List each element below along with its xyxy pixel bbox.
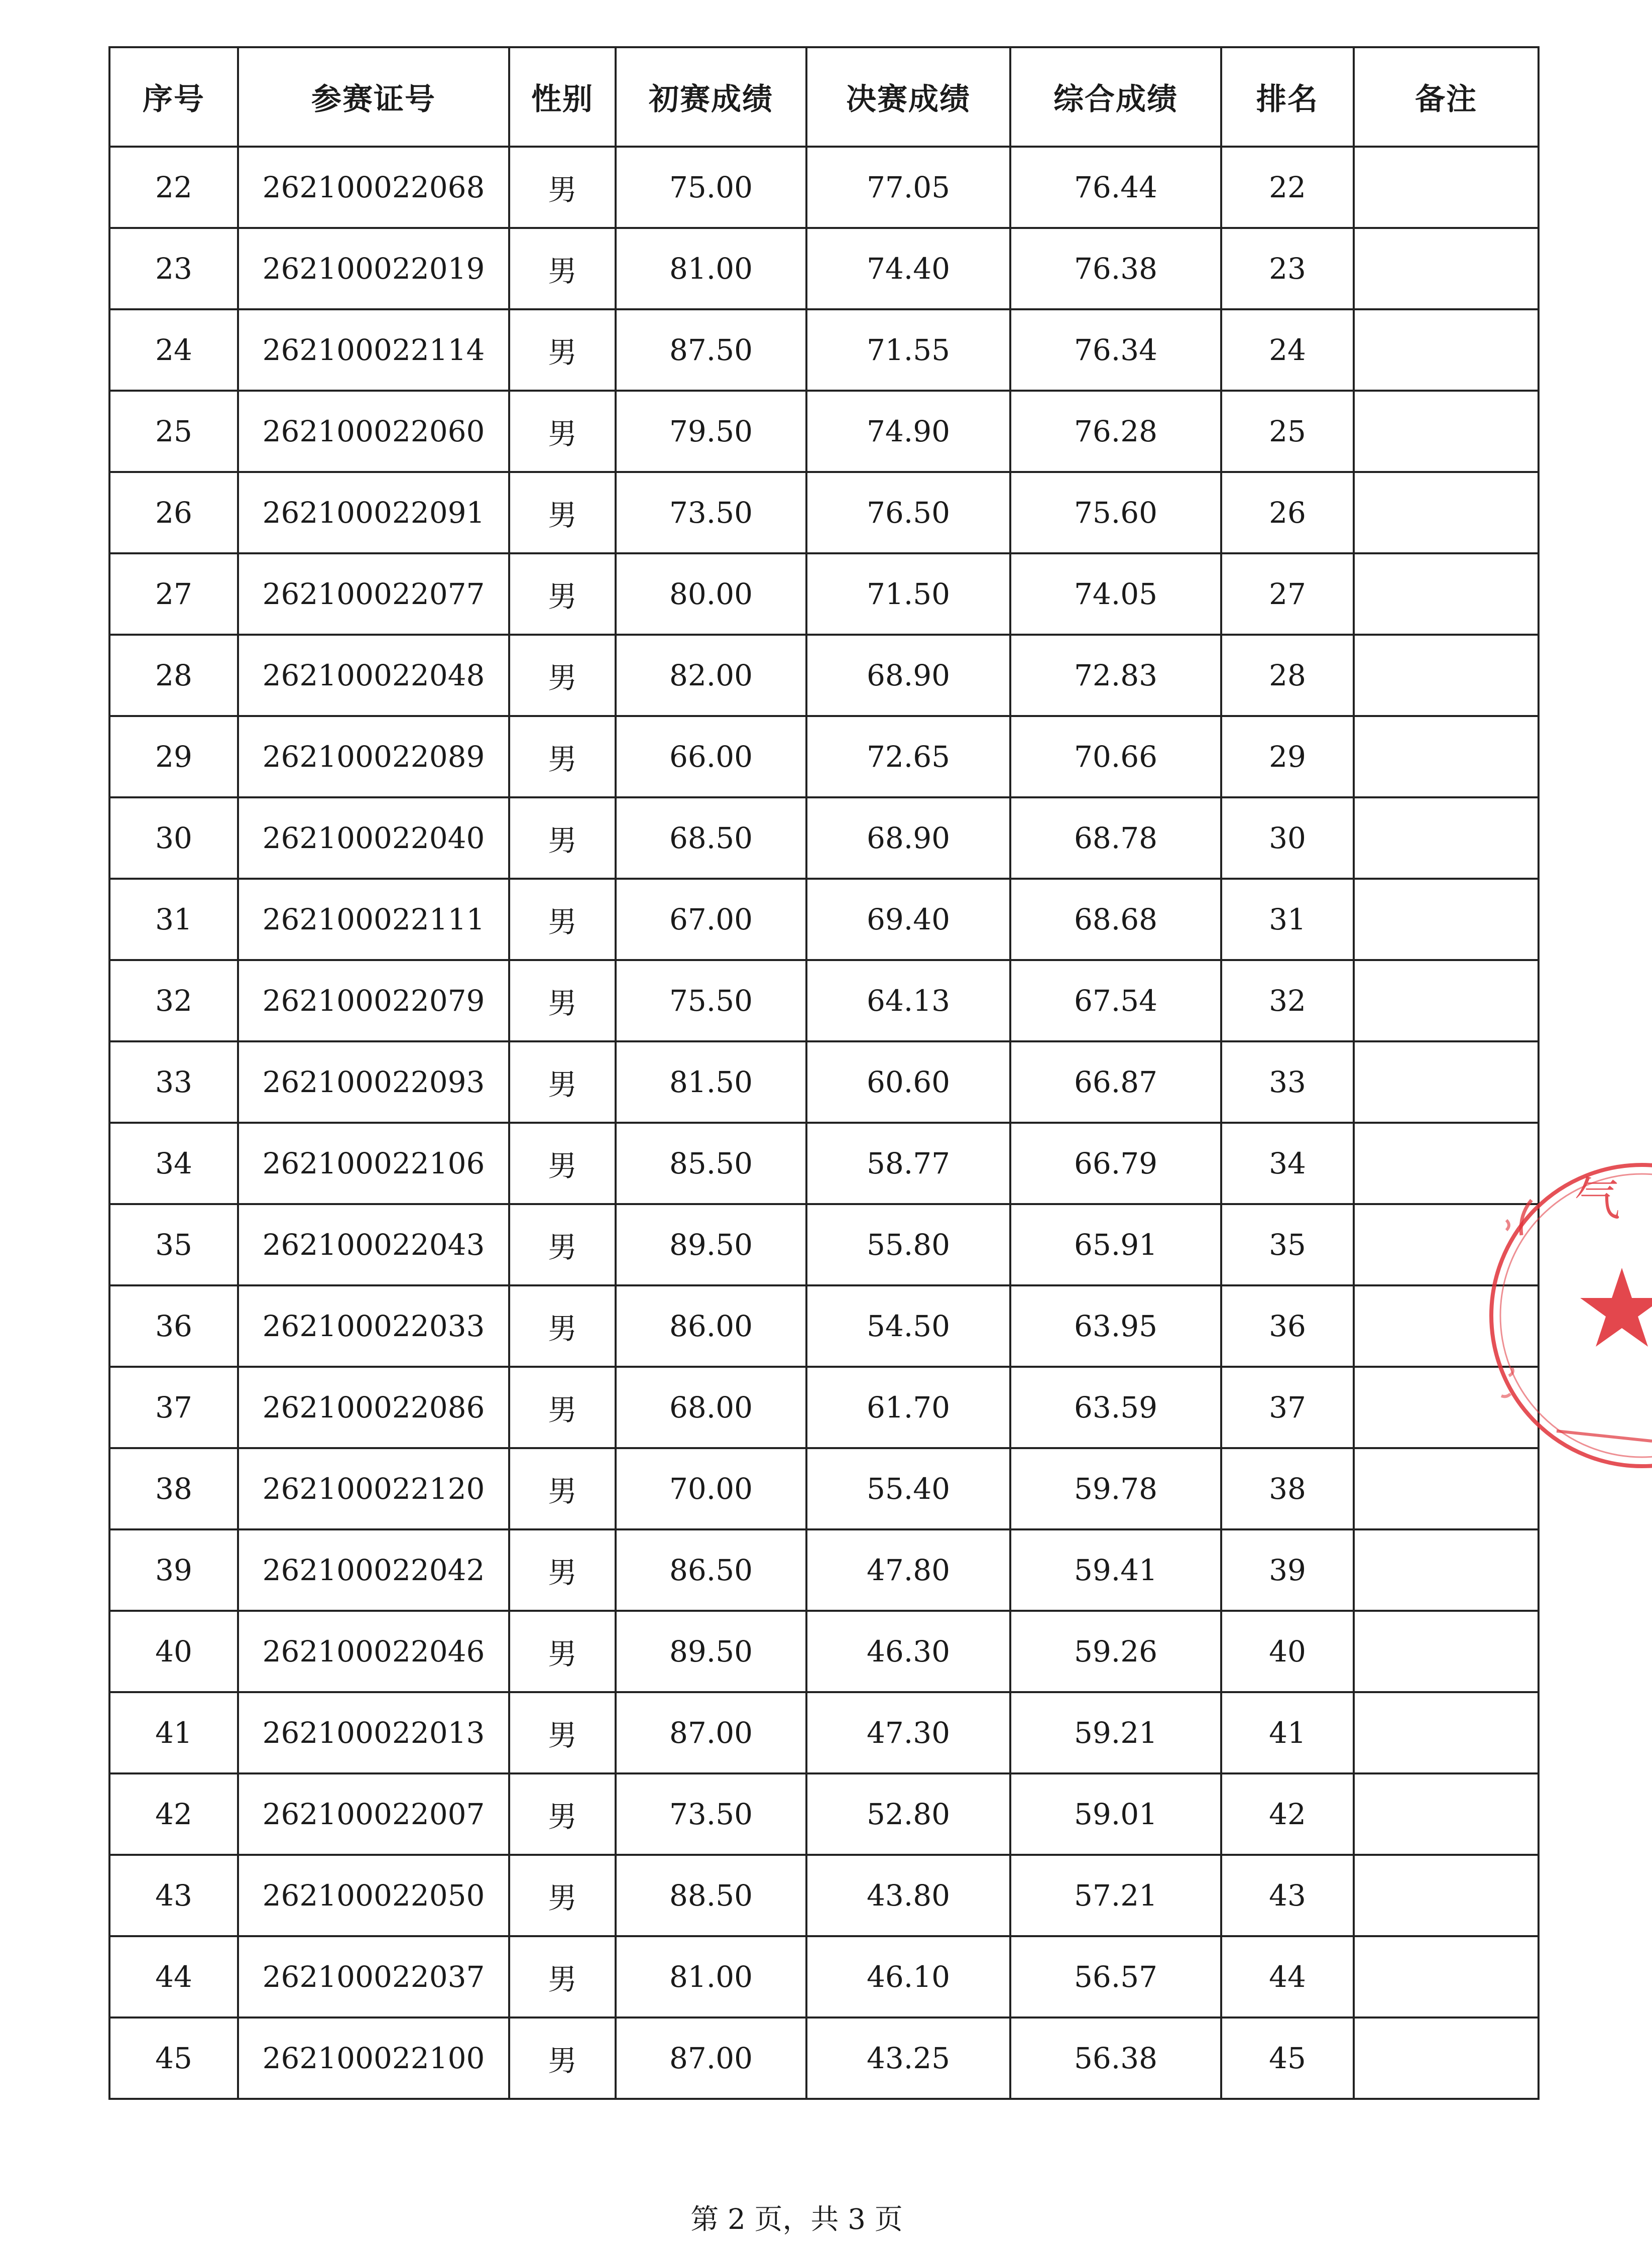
cell-rank: 39 <box>1221 1529 1354 1611</box>
cell-prelim-score: 86.00 <box>616 1285 806 1367</box>
cell-gender: 男 <box>509 716 616 797</box>
cell-remarks <box>1354 147 1539 228</box>
cell-total-score: 76.28 <box>1010 391 1221 472</box>
cell-seq: 42 <box>109 1773 238 1855</box>
cell-entry-number: 262100022106 <box>238 1123 509 1204</box>
cell-total-score: 76.44 <box>1010 147 1221 228</box>
cell-seq: 41 <box>109 1692 238 1773</box>
cell-gender: 男 <box>509 472 616 553</box>
cell-entry-number: 262100022042 <box>238 1529 509 1611</box>
cell-final-score: 74.90 <box>806 391 1010 472</box>
cell-seq: 25 <box>109 391 238 472</box>
cell-entry-number: 262100022100 <box>238 2017 509 2099</box>
cell-prelim-score: 67.00 <box>616 879 806 960</box>
cell-gender: 男 <box>509 1123 616 1204</box>
cell-prelim-score: 68.50 <box>616 797 806 879</box>
table-row <box>109 1855 1539 1936</box>
cell-final-score: 77.05 <box>806 147 1010 228</box>
table-body <box>109 147 1539 2099</box>
cell-seq: 24 <box>109 309 238 391</box>
cell-seq: 45 <box>109 2017 238 2099</box>
cell-seq: 35 <box>109 1204 238 1285</box>
cell-seq: 37 <box>109 1367 238 1448</box>
table-row <box>109 716 1539 797</box>
cell-total-score: 70.66 <box>1010 716 1221 797</box>
cell-rank: 32 <box>1221 960 1354 1041</box>
cell-final-score: 69.40 <box>806 879 1010 960</box>
cell-remarks <box>1354 1204 1539 1285</box>
cell-rank: 31 <box>1221 879 1354 960</box>
cell-gender: 男 <box>509 635 616 716</box>
cell-final-score: 43.25 <box>806 2017 1010 2099</box>
cell-remarks <box>1354 553 1539 635</box>
cell-seq: 43 <box>109 1855 238 1936</box>
cell-entry-number: 262100022068 <box>238 147 509 228</box>
cell-total-score: 59.26 <box>1010 1611 1221 1692</box>
table-row <box>109 797 1539 879</box>
cell-remarks <box>1354 1123 1539 1204</box>
cell-total-score: 63.59 <box>1010 1367 1221 1448</box>
cell-prelim-score: 68.00 <box>616 1367 806 1448</box>
table-row <box>109 960 1539 1041</box>
cell-total-score: 68.78 <box>1010 797 1221 879</box>
cell-prelim-score: 75.50 <box>616 960 806 1041</box>
cell-seq: 32 <box>109 960 238 1041</box>
cell-seq: 29 <box>109 716 238 797</box>
cell-total-score: 72.83 <box>1010 635 1221 716</box>
cell-remarks <box>1354 472 1539 553</box>
cell-prelim-score: 88.50 <box>616 1855 806 1936</box>
cell-seq: 39 <box>109 1529 238 1611</box>
cell-prelim-score: 81.00 <box>616 1936 806 2017</box>
cell-final-score: 46.10 <box>806 1936 1010 2017</box>
cell-total-score: 59.78 <box>1010 1448 1221 1529</box>
cell-final-score: 60.60 <box>806 1041 1010 1123</box>
cell-rank: 44 <box>1221 1936 1354 2017</box>
cell-seq: 34 <box>109 1123 238 1204</box>
cell-gender: 男 <box>509 1773 616 1855</box>
cell-total-score: 76.34 <box>1010 309 1221 391</box>
cell-rank: 36 <box>1221 1285 1354 1367</box>
cell-total-score: 65.91 <box>1010 1204 1221 1285</box>
cell-gender: 男 <box>509 1855 616 1936</box>
cell-rank: 42 <box>1221 1773 1354 1855</box>
cell-final-score: 46.30 <box>806 1611 1010 1692</box>
table-row <box>109 1285 1539 1367</box>
cell-remarks <box>1354 391 1539 472</box>
cell-total-score: 67.54 <box>1010 960 1221 1041</box>
cell-rank: 34 <box>1221 1123 1354 1204</box>
cell-final-score: 74.40 <box>806 228 1010 309</box>
cell-final-score: 71.50 <box>806 553 1010 635</box>
cell-gender: 男 <box>509 1367 616 1448</box>
cell-total-score: 66.87 <box>1010 1041 1221 1123</box>
cell-rank: 38 <box>1221 1448 1354 1529</box>
cell-total-score: 75.60 <box>1010 472 1221 553</box>
table-row <box>109 879 1539 960</box>
cell-final-score: 68.90 <box>806 797 1010 879</box>
cell-rank: 24 <box>1221 309 1354 391</box>
cell-prelim-score: 75.00 <box>616 147 806 228</box>
cell-total-score: 56.38 <box>1010 2017 1221 2099</box>
table-row <box>109 147 1539 228</box>
cell-final-score: 58.77 <box>806 1123 1010 1204</box>
cell-entry-number: 262100022077 <box>238 553 509 635</box>
cell-gender: 男 <box>509 228 616 309</box>
cell-gender: 男 <box>509 1204 616 1285</box>
cell-remarks <box>1354 1285 1539 1367</box>
cell-rank: 45 <box>1221 2017 1354 2099</box>
cell-prelim-score: 80.00 <box>616 553 806 635</box>
cell-prelim-score: 87.00 <box>616 1692 806 1773</box>
cell-entry-number: 262100022114 <box>238 309 509 391</box>
cell-gender: 男 <box>509 1529 616 1611</box>
cell-rank: 33 <box>1221 1041 1354 1123</box>
cell-gender: 男 <box>509 797 616 879</box>
table-row <box>109 472 1539 553</box>
cell-entry-number: 262100022079 <box>238 960 509 1041</box>
table-row <box>109 1611 1539 1692</box>
cell-total-score: 59.21 <box>1010 1692 1221 1773</box>
cell-total-score: 56.57 <box>1010 1936 1221 2017</box>
table-row <box>109 228 1539 309</box>
cell-seq: 38 <box>109 1448 238 1529</box>
cell-prelim-score: 89.50 <box>616 1204 806 1285</box>
cell-seq: 31 <box>109 879 238 960</box>
cell-remarks <box>1354 1529 1539 1611</box>
cell-rank: 30 <box>1221 797 1354 879</box>
cell-entry-number: 262100022060 <box>238 391 509 472</box>
seal-character: 气 <box>1574 1172 1621 1226</box>
table-row <box>109 2017 1539 2099</box>
cell-final-score: 54.50 <box>806 1285 1010 1367</box>
table-row <box>109 1773 1539 1855</box>
cell-entry-number: 262100022040 <box>238 797 509 879</box>
cell-prelim-score: 87.00 <box>616 2017 806 2099</box>
table-row <box>109 1692 1539 1773</box>
cell-prelim-score: 66.00 <box>616 716 806 797</box>
cell-entry-number: 262100022048 <box>238 635 509 716</box>
cell-rank: 43 <box>1221 1855 1354 1936</box>
table-row <box>109 391 1539 472</box>
cell-rank: 26 <box>1221 472 1354 553</box>
cell-final-score: 71.55 <box>806 309 1010 391</box>
header-entry-number: 参赛证号 <box>238 47 509 147</box>
cell-total-score: 74.05 <box>1010 553 1221 635</box>
cell-seq: 28 <box>109 635 238 716</box>
cell-rank: 41 <box>1221 1692 1354 1773</box>
header-prelim-score: 初赛成绩 <box>616 47 806 147</box>
table-row <box>109 1448 1539 1529</box>
cell-prelim-score: 81.50 <box>616 1041 806 1123</box>
cell-rank: 25 <box>1221 391 1354 472</box>
cell-entry-number: 262100022007 <box>238 1773 509 1855</box>
cell-final-score: 47.30 <box>806 1692 1010 1773</box>
cell-entry-number: 262100022043 <box>238 1204 509 1285</box>
cell-total-score: 66.79 <box>1010 1123 1221 1204</box>
cell-rank: 40 <box>1221 1611 1354 1692</box>
cell-entry-number: 262100022033 <box>238 1285 509 1367</box>
cell-remarks <box>1354 635 1539 716</box>
table-row <box>109 1041 1539 1123</box>
cell-gender: 男 <box>509 879 616 960</box>
cell-total-score: 63.95 <box>1010 1285 1221 1367</box>
header-final-score: 决赛成绩 <box>806 47 1010 147</box>
cell-remarks <box>1354 1367 1539 1448</box>
cell-entry-number: 262100022050 <box>238 1855 509 1936</box>
cell-final-score: 52.80 <box>806 1773 1010 1855</box>
cell-seq: 44 <box>109 1936 238 2017</box>
cell-total-score: 59.41 <box>1010 1529 1221 1611</box>
cell-remarks <box>1354 309 1539 391</box>
table-row <box>109 1529 1539 1611</box>
cell-remarks <box>1354 879 1539 960</box>
cell-prelim-score: 70.00 <box>616 1448 806 1529</box>
header-remarks: 备注 <box>1354 47 1539 147</box>
cell-final-score: 68.90 <box>806 635 1010 716</box>
header-total-score: 综合成绩 <box>1010 47 1221 147</box>
header-seq: 序号 <box>109 47 238 147</box>
table-header-row <box>109 47 1539 147</box>
cell-seq: 27 <box>109 553 238 635</box>
table-row <box>109 635 1539 716</box>
cell-gender: 男 <box>509 1285 616 1367</box>
cell-final-score: 76.50 <box>806 472 1010 553</box>
cell-remarks <box>1354 1855 1539 1936</box>
cell-prelim-score: 73.50 <box>616 1773 806 1855</box>
cell-rank: 29 <box>1221 716 1354 797</box>
cell-gender: 男 <box>509 147 616 228</box>
cell-prelim-score: 81.00 <box>616 228 806 309</box>
table-row <box>109 309 1539 391</box>
cell-gender: 男 <box>509 1448 616 1529</box>
cell-entry-number: 262100022091 <box>238 472 509 553</box>
cell-gender: 男 <box>509 2017 616 2099</box>
cell-prelim-score: 79.50 <box>616 391 806 472</box>
cell-rank: 28 <box>1221 635 1354 716</box>
table-row <box>109 553 1539 635</box>
cell-final-score: 61.70 <box>806 1367 1010 1448</box>
cell-entry-number: 262100022013 <box>238 1692 509 1773</box>
cell-gender: 男 <box>509 1041 616 1123</box>
cell-final-score: 55.40 <box>806 1448 1010 1529</box>
cell-seq: 26 <box>109 472 238 553</box>
cell-entry-number: 262100022046 <box>238 1611 509 1692</box>
cell-remarks <box>1354 1936 1539 2017</box>
cell-prelim-score: 86.50 <box>616 1529 806 1611</box>
cell-rank: 35 <box>1221 1204 1354 1285</box>
cell-entry-number: 262100022019 <box>238 228 509 309</box>
cell-final-score: 72.65 <box>806 716 1010 797</box>
header-rank: 排名 <box>1221 47 1354 147</box>
cell-gender: 男 <box>509 1936 616 2017</box>
cell-seq: 36 <box>109 1285 238 1367</box>
header-gender: 性别 <box>509 47 616 147</box>
cell-gender: 男 <box>509 1611 616 1692</box>
cell-seq: 33 <box>109 1041 238 1123</box>
cell-remarks <box>1354 716 1539 797</box>
cell-rank: 27 <box>1221 553 1354 635</box>
cell-remarks <box>1354 960 1539 1041</box>
cell-seq: 23 <box>109 228 238 309</box>
cell-total-score: 57.21 <box>1010 1855 1221 1936</box>
cell-entry-number: 262100022120 <box>238 1448 509 1529</box>
cell-total-score: 59.01 <box>1010 1773 1221 1855</box>
cell-final-score: 47.80 <box>806 1529 1010 1611</box>
cell-remarks <box>1354 1448 1539 1529</box>
cell-final-score: 64.13 <box>806 960 1010 1041</box>
cell-entry-number: 262100022111 <box>238 879 509 960</box>
cell-entry-number: 262100022089 <box>238 716 509 797</box>
cell-rank: 22 <box>1221 147 1354 228</box>
cell-remarks <box>1354 1611 1539 1692</box>
cell-remarks <box>1354 2017 1539 2099</box>
cell-prelim-score: 89.50 <box>616 1611 806 1692</box>
cell-gender: 男 <box>509 553 616 635</box>
cell-prelim-score: 87.50 <box>616 309 806 391</box>
cell-gender: 男 <box>509 309 616 391</box>
cell-entry-number: 262100022037 <box>238 1936 509 2017</box>
table-row <box>109 1367 1539 1448</box>
cell-seq: 30 <box>109 797 238 879</box>
cell-remarks <box>1354 1041 1539 1123</box>
cell-seq: 40 <box>109 1611 238 1692</box>
cell-rank: 37 <box>1221 1367 1354 1448</box>
cell-remarks <box>1354 1773 1539 1855</box>
cell-gender: 男 <box>509 391 616 472</box>
cell-final-score: 43.80 <box>806 1855 1010 1936</box>
cell-entry-number: 262100022086 <box>238 1367 509 1448</box>
cell-remarks <box>1354 797 1539 879</box>
cell-prelim-score: 85.50 <box>616 1123 806 1204</box>
cell-gender: 男 <box>509 960 616 1041</box>
table-row <box>109 1123 1539 1204</box>
cell-prelim-score: 73.50 <box>616 472 806 553</box>
cell-rank: 23 <box>1221 228 1354 309</box>
page-footer: 第 2 页，共 3 页 <box>690 2203 903 2236</box>
cell-remarks <box>1354 228 1539 309</box>
table-row <box>109 1204 1539 1285</box>
cell-total-score: 76.38 <box>1010 228 1221 309</box>
cell-gender: 男 <box>509 1692 616 1773</box>
cell-final-score: 55.80 <box>806 1204 1010 1285</box>
cell-prelim-score: 82.00 <box>616 635 806 716</box>
cell-remarks <box>1354 1692 1539 1773</box>
cell-seq: 22 <box>109 147 238 228</box>
results-table <box>108 46 1540 2100</box>
cell-entry-number: 262100022093 <box>238 1041 509 1123</box>
table-row <box>109 1936 1539 2017</box>
cell-total-score: 68.68 <box>1010 879 1221 960</box>
